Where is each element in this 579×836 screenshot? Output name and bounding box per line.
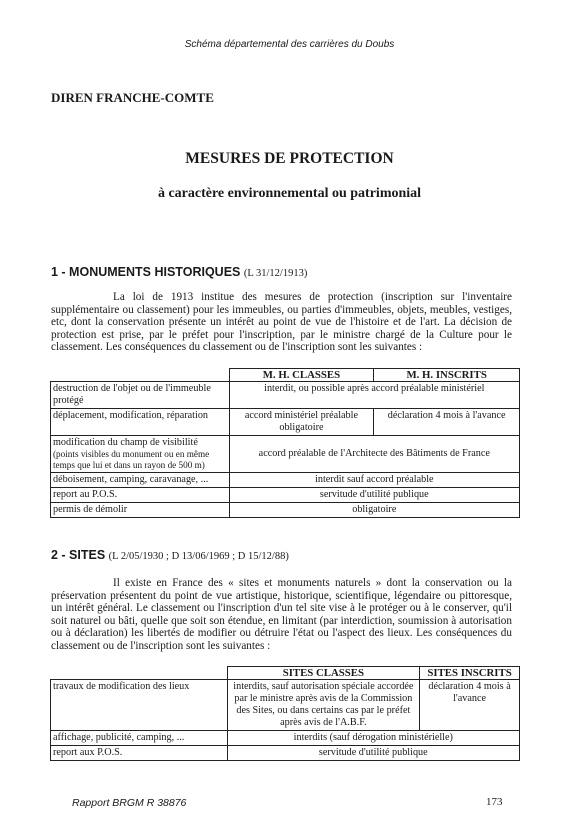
- section1-heading: [51, 265, 307, 279]
- table-header: M. H. CLASSES: [229, 369, 374, 382]
- page-title: MESURES DE PROTECTION: [185, 150, 394, 167]
- row-value: obligatoire: [229, 503, 519, 518]
- table-row: [51, 731, 520, 746]
- monuments-table: [50, 368, 520, 518]
- row-value: interdit sauf accord préalable: [229, 473, 519, 488]
- table-header: M. H. INSCRITS: [374, 369, 520, 382]
- table-header-row: [51, 667, 520, 680]
- table-blank-cell: [51, 667, 228, 680]
- sites-table: [50, 666, 520, 761]
- table-row: [51, 436, 520, 473]
- row-label-sub: (points visibles du monument ou en même temps que lui et dans un rayon de 500 m): [53, 449, 210, 470]
- section2-ref: (L 2/05/1930 ; D 13/06/1969 ; D 15/12/88): [108, 551, 289, 562]
- running-header: Schéma départemental des carrières du Doubs: [184, 39, 395, 50]
- row-label: travaux de modification des lieux: [51, 680, 228, 731]
- page-number: 173: [486, 796, 503, 808]
- row-label: report au P.O.S.: [51, 488, 230, 503]
- row-label: report aux P.O.S.: [51, 746, 228, 761]
- section1-paragraph-text: La loi de 1913 institue des mesures de protection (inscription sur l'inventaire supplémentaire ou classement) pour les immeubles, ou parties d'immeubles, objets, meubles, vestiges, etc, dont la conservation présente un intérêt au point de vue de l'histoire et de l'art. La décision de protection est prise, par le préfet pour l'inscription, par le ministre chargé de la Culture pour le classement. Les conséquences du classement ou de l'inscription sont les suivantes :: [51, 291, 512, 354]
- table-header: SITES INSCRITS: [420, 667, 520, 680]
- row-value: interdit, ou possible après accord préalable ministériel: [229, 382, 519, 409]
- table-row: [51, 680, 520, 731]
- section1-paragraph: [51, 291, 512, 354]
- section1-ref: (L 31/12/1913): [243, 268, 308, 279]
- table-row: [51, 746, 520, 761]
- row-value: interdits (sauf dérogation ministérielle): [227, 731, 519, 746]
- row-value: interdits, sauf autorisation spéciale accordée par le ministre après avis de la Commission des Sites, ou dans certains cas par le préfet après avis de l'A.B.F.: [227, 680, 420, 731]
- section2-paragraph-text: Il existe en France des « sites et monuments naturels » dont la conservation ou la préservation présentent du point de vue artistique, historique, scientifique, légendaire ou pittoresque, un intérêt général. Le classement ou l'inscription d'un tel site vise à le protéger ou à le conserver, qu'il soit naturel ou bâti, quelle que soit son étendue, en limitant (par interdiction, soumission à autorisation ou à déclaration) les libertés de modifier ou détruire l'état ou l'aspect des lieux. Les conséquences du classement ou de l'inscription sont les suivantes :: [51, 577, 512, 652]
- row-label-main: modification du champ de visibilité: [53, 437, 198, 448]
- table-header: SITES CLASSES: [227, 667, 420, 680]
- table-blank-cell: [51, 369, 230, 382]
- table-header-row: [51, 369, 520, 382]
- row-value: servitude d'utilité publique: [229, 488, 519, 503]
- table-row: [51, 409, 520, 436]
- section2-heading: [51, 548, 289, 562]
- table-row: [51, 488, 520, 503]
- row-value: déclaration 4 mois à l'avance: [420, 680, 520, 731]
- row-value: servitude d'utilité publique: [227, 746, 519, 761]
- footer-report-ref: Rapport BRGM R 38876: [72, 797, 187, 809]
- section1-heading-text: 1 - MONUMENTS HISTORIQUES: [51, 265, 241, 279]
- row-label: déboisement, camping, caravanage, ...: [51, 473, 230, 488]
- page-subtitle: à caractère environnemental ou patrimonial: [157, 186, 422, 201]
- row-value: accord ministériel préalable obligatoire: [229, 409, 374, 436]
- row-label: destruction de l'objet ou de l'immeuble protégé: [51, 382, 230, 409]
- table-row: [51, 503, 520, 518]
- section2-heading-text: 2 - SITES: [51, 548, 106, 562]
- table-row: [51, 382, 520, 409]
- table-row: [51, 473, 520, 488]
- row-label: déplacement, modification, réparation: [51, 409, 230, 436]
- row-value: accord préalable de l'Architecte des Bâtiments de France: [229, 436, 519, 473]
- row-value: déclaration 4 mois à l'avance: [374, 409, 520, 436]
- organization-name: DIREN FRANCHE-COMTE: [51, 90, 214, 105]
- row-label: [51, 436, 230, 473]
- row-label: permis de démolir: [51, 503, 230, 518]
- section2-paragraph: [51, 577, 512, 653]
- row-label: affichage, publicité, camping, ...: [51, 731, 228, 746]
